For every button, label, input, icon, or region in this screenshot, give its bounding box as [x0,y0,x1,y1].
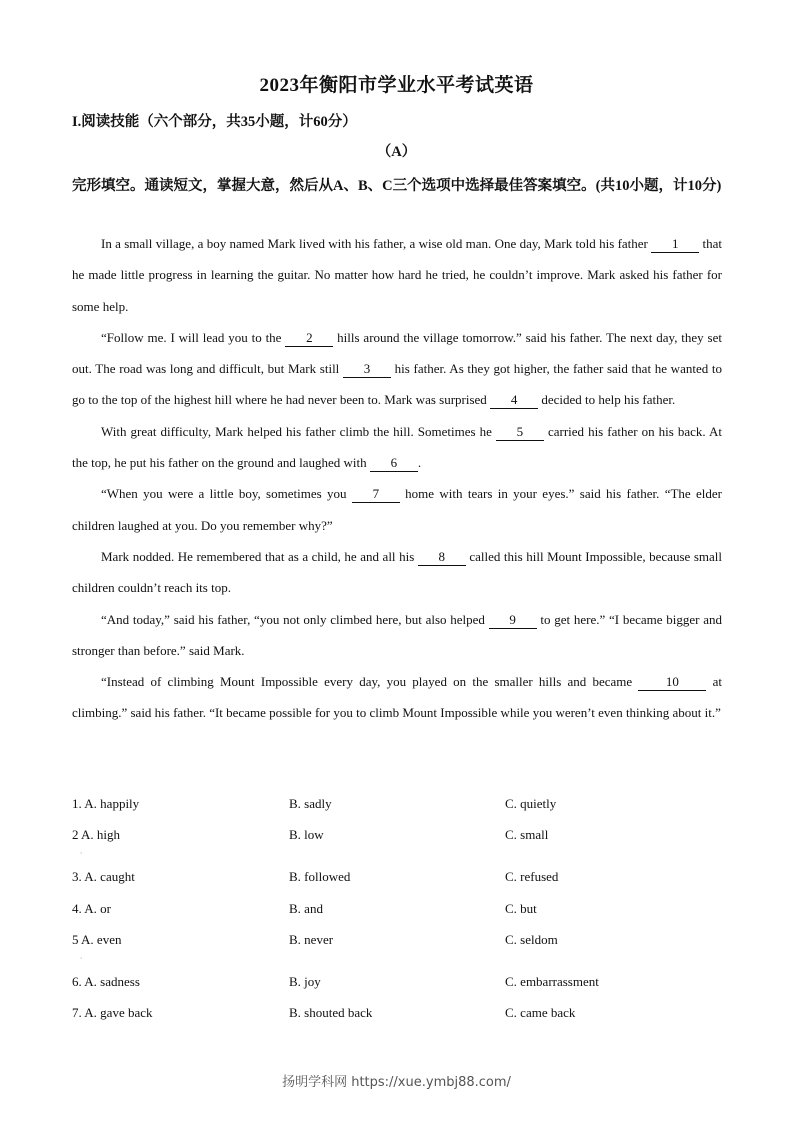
paragraph-text: his father. As they got higher, the father said that he wanted to go to the top of the highest hill where he had never been to. Mark was surprised [72,361,723,408]
paragraph-text: “Follow me. I will lead you to the [101,329,286,345]
option-row-5 [72,925,722,967]
paragraph-text: “When you were a little boy, sometimes you [101,486,352,502]
option-a: 3. A. caught [72,869,135,885]
option-b: B. shouted back [289,1005,373,1021]
blank-4: 4 [490,392,538,409]
option-row-1 [72,789,722,820]
option-c: C. quietly [505,796,557,811]
option-a: 5 A. even [72,931,122,947]
option-b: B. sadly [289,796,332,811]
option-a: 6. A. sadness [72,973,140,989]
paragraph-text: at climbing.” said his father. “It became possible for you to climb Mount Impossible while you weren’t even thinking about it.” [72,674,722,721]
paragraph-text: . [417,455,422,471]
option-b: B. followed [289,869,351,885]
paragraph-5 [72,541,722,604]
stray-mark: · [80,953,82,963]
blank-1: 1 [651,236,699,253]
paragraph-text: to get here.” “I became bigger and stronger than before.” said Mark. [72,611,723,658]
option-row-4 [72,894,722,925]
paragraph-1 [72,228,722,322]
blank-10: 10 [638,674,706,691]
paragraph-3 [72,416,722,479]
stray-mark: · [80,849,82,859]
paragraph-6 [72,604,722,667]
paragraph-text: home with tears in your eyes.” said his father. “The elder children laughed at you. Do you remember why?” [72,486,722,533]
option-row-7 [72,998,722,1029]
paragraph-text: hills around the village tomorrow.” said his father. The next day, they set out. The road was long and difficult, but Mark still [72,329,722,377]
option-a: 7. A. gave back [72,1005,153,1021]
option-b: B. never [289,931,334,947]
answer-options [72,789,722,1029]
blank-3: 3 [343,361,391,378]
option-a: 1. A. happily [72,796,140,811]
option-row-6 [72,967,722,998]
section-heading: I.阅读技能（六个部分，共35小题，计60分） [72,114,357,130]
blank-7: 7 [352,486,400,503]
blank-6: 6 [370,455,418,472]
paragraph-text: “Instead of climbing Mount Impossible every day, you played on the smaller hills and became [101,674,639,690]
option-row-2 [72,820,722,862]
option-c: C. embarrassment [505,973,599,989]
option-c: C. small [505,827,549,843]
paragraph-text: decided to help his father. [538,392,676,408]
option-b: B. and [289,900,323,916]
blank-8: 8 [418,549,466,566]
paragraph-7 [72,666,722,729]
paragraph-4 [72,478,722,541]
blank-9: 9 [489,612,537,629]
blank-2: 2 [285,330,333,347]
option-c: C. but [505,900,537,916]
option-c: C. seldom [505,931,558,947]
paragraph-text: called this hill Mount Impossible, because small children couldn’t reach its top. [72,548,722,596]
paragraph-text: carried his father on his back. At the top, he put his father on the ground and laughed with [72,423,722,471]
option-b: B. low [289,827,324,843]
option-c: C. came back [505,1005,576,1021]
page-title: 2023年衡阳市学业水平考试英语 [259,75,534,96]
option-c: C. refused [505,869,559,885]
option-a: 2 A. high [72,827,121,843]
blank-5: 5 [496,424,544,441]
passage [72,228,722,729]
instruction-text: 完形填空。通读短文，掌握大意，然后从A、B、C三个选项中选择最佳答案填空。(共10小题，计10分) [72,178,722,194]
option-row-3 [72,862,722,893]
paragraph-2 [72,322,722,416]
paragraph-text: that he made little progress in learning the guitar. No matter how hard he tried, he couldn’t improve. Mark asked his father for some help. [72,236,722,314]
paragraph-text: “And today,” said his father, “you not only climbed here, but also helped [101,611,489,627]
footer-watermark: 扬明学科网 https://xue.ymbj88.com/ [282,1075,511,1090]
option-a: 4. A. or [72,900,111,916]
option-b: B. joy [289,973,321,989]
paragraph-text: Mark nodded. He remembered that as a child, he and all his [101,548,418,564]
paragraph-text: With great difficulty, Mark helped his father climb the hill. Sometimes he [101,423,496,439]
part-heading: （A） [376,144,417,160]
paragraph-text: In a small village, a boy named Mark lived with his father, a wise old man. One day, Mark told his father [101,236,652,251]
